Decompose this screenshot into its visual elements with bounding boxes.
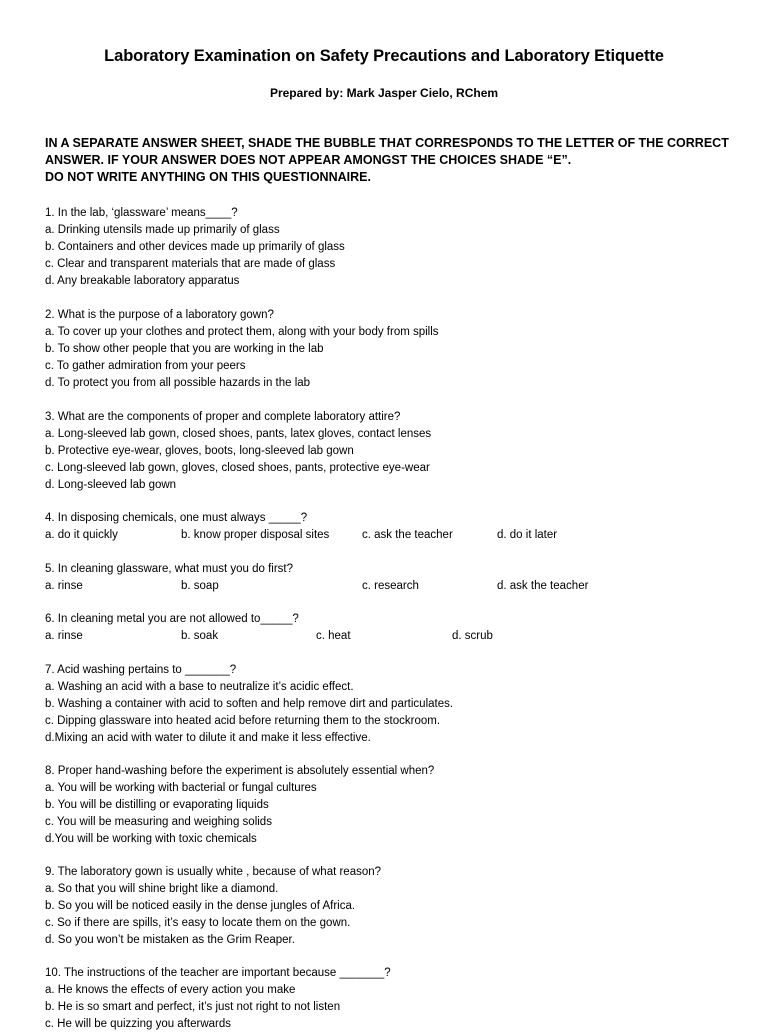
- choice: b. soap: [181, 580, 219, 592]
- choice: c. research: [362, 580, 419, 592]
- choice: b. Containers and other devices made up primarily of glass: [45, 241, 345, 253]
- question-stem: 8. Proper hand-washing before the experiment is absolutely essential when?: [45, 765, 435, 777]
- choice: c. Dipping glassware into heated acid before returning them to the stockroom.: [45, 715, 441, 727]
- choice: d. do it later: [497, 529, 558, 541]
- choice: b. You will be distilling or evaporating liquids: [45, 799, 269, 811]
- instructions: [45, 135, 745, 186]
- choice: a. You will be working with bacterial or fungal cultures: [45, 782, 317, 794]
- choice: d. Long-sleeved lab gown: [45, 479, 177, 491]
- choice: c. ask the teacher: [362, 529, 453, 541]
- question-7: [45, 662, 745, 747]
- question-stem: 1. In the lab, ‘glassware’ means____?: [45, 207, 238, 219]
- choice: d. scrub: [452, 630, 493, 642]
- question-stem: 6. In cleaning metal you are not allowed to_____?: [45, 613, 299, 625]
- question-3: [45, 409, 745, 494]
- choice: b. Washing a container with acid to soften and help remove dirt and particulates.: [45, 698, 454, 710]
- choice: a. He knows the effects of every action you make: [45, 984, 296, 996]
- choice: c. Clear and transparent materials that are made of glass: [45, 258, 336, 270]
- choice: c. To gather admiration from your peers: [45, 360, 246, 372]
- choice: c. He will be quizzing you afterwards: [45, 1018, 231, 1030]
- instruction-line: IN A SEPARATE ANSWER SHEET, SHADE THE BUBBLE THAT CORRESPONDS TO THE LETTER OF THE CORRECT: [45, 136, 729, 150]
- choice: a. rinse: [45, 630, 83, 642]
- question-9: [45, 864, 745, 949]
- choice: d.You will be working with toxic chemicals: [45, 833, 257, 845]
- choice: c. heat: [316, 630, 351, 642]
- choice-row: [45, 527, 745, 544]
- choice: a. Drinking utensils made up primarily of glass: [45, 224, 280, 236]
- question-stem: 3. What are the components of proper and complete laboratory attire?: [45, 411, 401, 423]
- question-stem: 9. The laboratory gown is usually white , because of what reason?: [45, 866, 382, 878]
- question-stem: 10. The instructions of the teacher are important because _______?: [45, 967, 391, 979]
- choice: a. Washing an acid with a base to neutralize it’s acidic effect.: [45, 681, 354, 693]
- question-1: [45, 205, 745, 290]
- question-stem: 5. In cleaning glassware, what must you do first?: [45, 563, 294, 575]
- question-stem: 2. What is the purpose of a laboratory gown?: [45, 309, 274, 321]
- choice: b. To show other people that you are working in the lab: [45, 343, 324, 355]
- choice: a. do it quickly: [45, 529, 118, 541]
- choice: b. So you will be noticed easily in the dense jungles of Africa.: [45, 900, 356, 912]
- choice: a. rinse: [45, 580, 83, 592]
- instruction-line: ANSWER. IF YOUR ANSWER DOES NOT APPEAR AMONGST THE CHOICES SHADE “E”.: [45, 153, 572, 167]
- question-2: [45, 307, 745, 392]
- question-stem: 4. In disposing chemicals, one must always _____?: [45, 512, 308, 524]
- choice-row: [45, 578, 745, 595]
- choice: d. Any breakable laboratory apparatus: [45, 275, 240, 287]
- choice: d. To protect you from all possible hazards in the lab: [45, 377, 311, 389]
- question-5: [45, 561, 745, 595]
- choice: d.Mixing an acid with water to dilute it and make it less effective.: [45, 732, 371, 744]
- choice: d. ask the teacher: [497, 580, 589, 592]
- choice: b. He is so smart and perfect, it’s just not right to not listen: [45, 1001, 341, 1013]
- page-title: Laboratory Examination on Safety Precautions and Laboratory Etiquette: [104, 47, 664, 65]
- question-6: [45, 611, 745, 645]
- question-10: [45, 965, 745, 1033]
- choice: b. know proper disposal sites: [181, 529, 330, 541]
- choice: b. Protective eye-wear, gloves, boots, long-sleeved lab gown: [45, 445, 354, 457]
- choice: c. You will be measuring and weighing solids: [45, 816, 272, 828]
- choice: b. soak: [181, 630, 219, 642]
- choice: a. To cover up your clothes and protect them, along with your body from spills: [45, 326, 439, 338]
- choice: a. Long-sleeved lab gown, closed shoes, pants, latex gloves, contact lenses: [45, 428, 432, 440]
- question-stem: 7. Acid washing pertains to _______?: [45, 664, 237, 676]
- choice: c. So if there are spills, it’s easy to locate them on the gown.: [45, 917, 351, 929]
- choice-row: [45, 628, 745, 645]
- prepared-by: Prepared by: Mark Jasper Cielo, RChem: [269, 86, 499, 100]
- choice: d. So you won’t be mistaken as the Grim Reaper.: [45, 934, 295, 946]
- instruction-line: DO NOT WRITE ANYTHING ON THIS QUESTIONNAIRE.: [45, 170, 371, 184]
- choice: a. So that you will shine bright like a diamond.: [45, 883, 279, 895]
- question-4: [45, 510, 745, 544]
- choice: c. Long-sleeved lab gown, gloves, closed shoes, pants, protective eye-wear: [45, 462, 430, 474]
- question-8: [45, 763, 745, 848]
